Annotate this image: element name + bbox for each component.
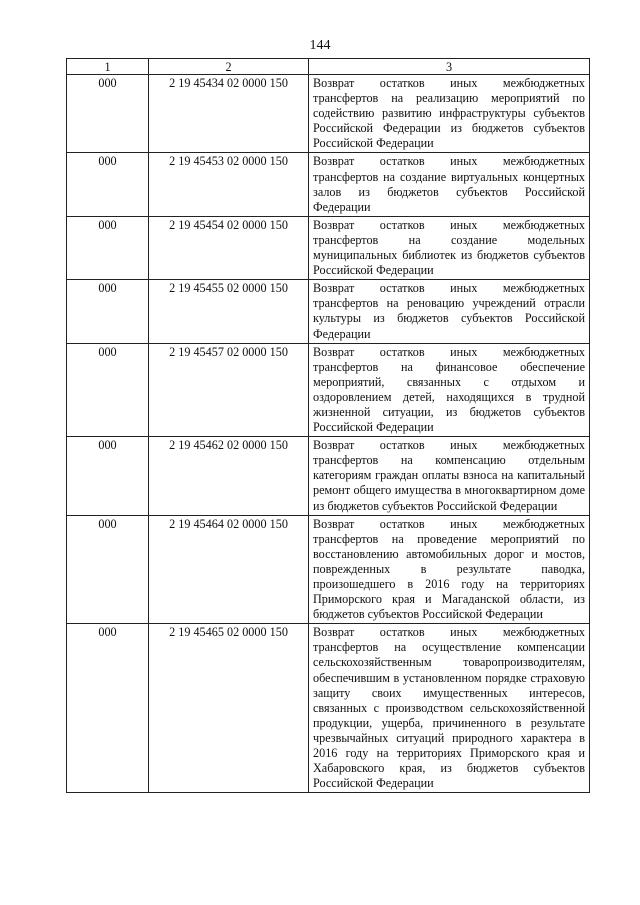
admin-code-cell: 000 <box>67 437 149 515</box>
table-row <box>67 624 590 793</box>
admin-code-cell: 000 <box>67 515 149 624</box>
column-header-2: 2 <box>149 59 309 75</box>
admin-code-cell: 000 <box>67 216 149 279</box>
table-row <box>67 216 590 279</box>
table-row <box>67 437 590 515</box>
admin-code-cell: 000 <box>67 280 149 343</box>
column-header-1: 1 <box>67 59 149 75</box>
table-row <box>67 75 590 153</box>
table-row <box>67 153 590 216</box>
admin-code-cell: 000 <box>67 343 149 437</box>
table-row <box>67 280 590 343</box>
kbk-code-cell: 2 19 45462 02 0000 150 <box>149 437 309 515</box>
table-row <box>67 343 590 437</box>
admin-code-cell: 000 <box>67 75 149 153</box>
column-header-3: 3 <box>309 59 590 75</box>
kbk-code-cell: 2 19 45434 02 0000 150 <box>149 75 309 153</box>
description-cell: Возврат остатков иных межбюджетных трансфертов на осуществление компенсации сельскохозяйственным товаропроизводителям, обеспечившим в установленном порядке страховую защиту своих имущественных интересов, связанных с производством сельскохозяйственной продукции, ущерба, причиненного в результате чрезвычайных ситуаций природного характера в 2016 году на территориях Приморского края и Хабаровского края, из бюджетов субъектов Российской Федерации <box>309 624 590 793</box>
kbk-code-cell: 2 19 45464 02 0000 150 <box>149 515 309 624</box>
kbk-code-cell: 2 19 45457 02 0000 150 <box>149 343 309 437</box>
description-cell: Возврат остатков иных межбюджетных трансфертов на создание модельных муниципальных библиотек из бюджетов субъектов Российской Федерации <box>309 216 590 279</box>
kbk-code-cell: 2 19 45453 02 0000 150 <box>149 153 309 216</box>
kbk-code-cell: 2 19 45465 02 0000 150 <box>149 624 309 793</box>
description-cell: Возврат остатков иных межбюджетных трансфертов на проведение мероприятий по восстановлению автомобильных дорог и мостов, поврежденных в результате паводка, произошедшего в 2016 году на территориях Приморского края и Магаданской области, из бюджетов субъектов Российской Федерации <box>309 515 590 624</box>
description-cell: Возврат остатков иных межбюджетных трансфертов на реновацию учреждений отрасли культуры из бюджетов субъектов Российской Федерации <box>309 280 590 343</box>
table-row <box>67 515 590 624</box>
table-header-row <box>67 59 590 75</box>
description-cell: Возврат остатков иных межбюджетных трансфертов на финансовое обеспечение мероприятий, связанных с отдыхом и оздоровлением детей, находящихся в трудной жизненной ситуации, из бюджетов субъектов Российской Федерации <box>309 343 590 437</box>
description-cell: Возврат остатков иных межбюджетных трансфертов на создание виртуальных концертных залов из бюджетов субъектов Российской Федерации <box>309 153 590 216</box>
budget-classification-table <box>66 58 590 793</box>
page-number: 144 <box>309 38 331 53</box>
kbk-code-cell: 2 19 45454 02 0000 150 <box>149 216 309 279</box>
description-cell: Возврат остатков иных межбюджетных трансфертов на компенсацию отдельным категориям граждан оплаты взноса на капитальный ремонт общего имущества в многоквартирном доме из бюджетов субъектов Российской Федерации <box>309 437 590 515</box>
kbk-code-cell: 2 19 45455 02 0000 150 <box>149 280 309 343</box>
description-cell: Возврат остатков иных межбюджетных трансфертов на реализацию мероприятий по содействию развитию инфраструктуры субъектов Российской Федерации из бюджетов субъектов Российской Федерации <box>309 75 590 153</box>
admin-code-cell: 000 <box>67 624 149 793</box>
admin-code-cell: 000 <box>67 153 149 216</box>
